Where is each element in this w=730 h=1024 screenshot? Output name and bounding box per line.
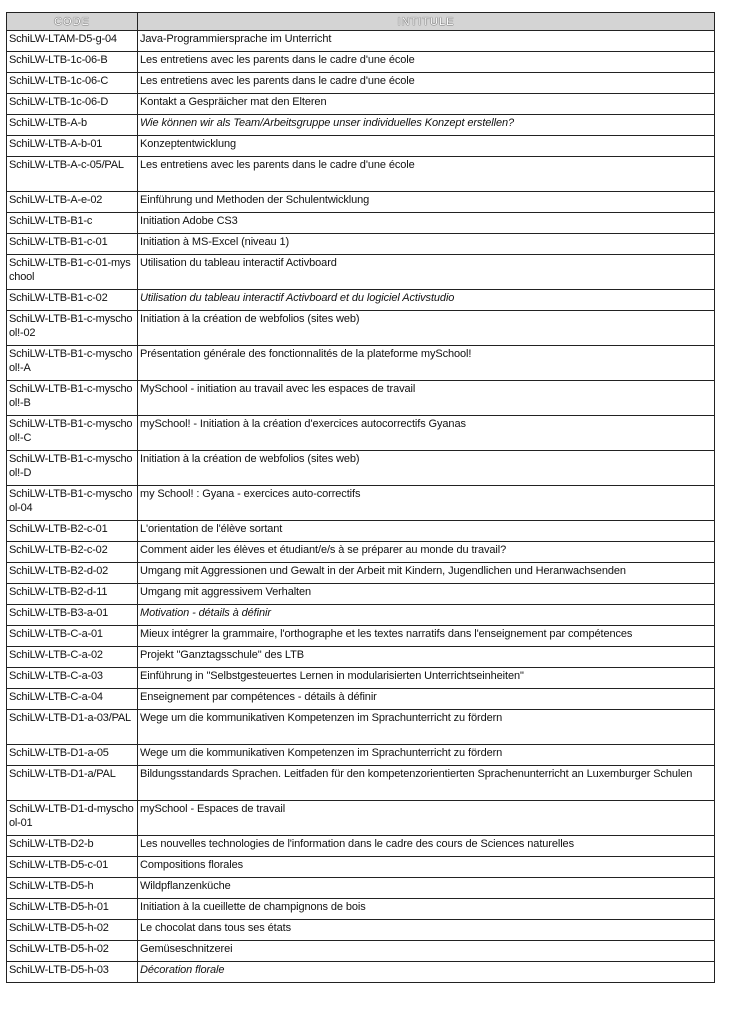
table-row: [7, 94, 715, 115]
table-row: [7, 381, 715, 416]
table-row: [7, 255, 715, 290]
course-code: SchiLW-LTB-B1-c-01: [7, 234, 138, 255]
course-title: Initiation à la cueillette de champignons de bois: [138, 899, 715, 920]
course-title: Umgang mit Aggressionen und Gewalt in der Arbeit mit Kindern, Jugendlichen und Heranwachsenden: [138, 563, 715, 584]
course-code: SchiLW-LTB-B1-c-myschool!-02: [7, 311, 138, 346]
course-title: Enseignement par compétences - détails à définir: [138, 689, 715, 710]
course-code: SchiLW-LTB-D1-d-myschool-01: [7, 801, 138, 836]
table-row: [7, 836, 715, 857]
table-row: [7, 668, 715, 689]
table-row: [7, 486, 715, 521]
table-row: [7, 31, 715, 52]
table-row: [7, 52, 715, 73]
course-code: SchiLW-LTB-C-a-02: [7, 647, 138, 668]
course-code: SchiLW-LTB-B1-c-myschool-04: [7, 486, 138, 521]
course-code: SchiLW-LTB-C-a-04: [7, 689, 138, 710]
table-row: [7, 521, 715, 542]
table-row: [7, 213, 715, 234]
table-row: [7, 941, 715, 962]
course-title: Wie können wir als Team/Arbeitsgruppe unser individuelles Konzept erstellen?: [138, 115, 715, 136]
course-title: Le chocolat dans tous ses états: [138, 920, 715, 941]
course-title: Utilisation du tableau interactif Activboard: [138, 255, 715, 290]
table-row: [7, 605, 715, 626]
course-title: Wege um die kommunikativen Kompetenzen im Sprachunterricht zu fördern: [138, 710, 715, 745]
course-title: Kontakt a Gespräicher mat den Elteren: [138, 94, 715, 115]
course-code: SchiLW-LTB-D1-a/PAL: [7, 766, 138, 801]
intitule-column-header: INTITULE: [138, 13, 715, 31]
table-row: [7, 801, 715, 836]
course-title: my School! : Gyana - exercices auto-correctifs: [138, 486, 715, 521]
course-title: Java-Programmiersprache im Unterricht: [138, 31, 715, 52]
course-code: SchiLW-LTB-A-e-02: [7, 192, 138, 213]
table-row: [7, 346, 715, 381]
course-title: Les nouvelles technologies de l'information dans le cadre des cours de Sciences naturelles: [138, 836, 715, 857]
course-table-container: [6, 12, 714, 983]
table-row: [7, 234, 715, 255]
course-code: SchiLW-LTB-D5-h-02: [7, 941, 138, 962]
course-code: SchiLW-LTB-B1-c-myschool!-B: [7, 381, 138, 416]
course-code: SchiLW-LTB-D1-a-03/PAL: [7, 710, 138, 745]
code-column-header: CODE: [7, 13, 138, 31]
course-code: SchiLW-LTB-B1-c-myschool!-A: [7, 346, 138, 381]
course-title: Initiation à MS-Excel (niveau 1): [138, 234, 715, 255]
course-code: SchiLW-LTB-D5-h: [7, 878, 138, 899]
table-row: [7, 115, 715, 136]
course-title: Utilisation du tableau interactif Activboard et du logiciel Activstudio: [138, 290, 715, 311]
table-row: [7, 689, 715, 710]
course-title: Projekt "Ganztagsschule" des LTB: [138, 647, 715, 668]
course-title: Présentation générale des fonctionnalités de la plateforme mySchool!: [138, 346, 715, 381]
course-title: Comment aider les élèves et étudiant/e/s à se préparer au monde du travail?: [138, 542, 715, 563]
course-title: Bildungsstandards Sprachen. Leitfaden für den kompetenzorientierten Sprachenunterricht an Luxemburger Schulen: [138, 766, 715, 801]
course-title: Motivation - détails à définir: [138, 605, 715, 626]
course-title: Initiation à la création de webfolios (sites web): [138, 311, 715, 346]
course-title: Les entretiens avec les parents dans le cadre d'une école: [138, 73, 715, 94]
table-row: [7, 542, 715, 563]
course-title: Gemüseschnitzerei: [138, 941, 715, 962]
course-code: SchiLW-LTB-A-b: [7, 115, 138, 136]
course-code: SchiLW-LTB-B2-c-01: [7, 521, 138, 542]
table-row: [7, 745, 715, 766]
course-title: Konzeptentwicklung: [138, 136, 715, 157]
table-row: [7, 290, 715, 311]
course-code: SchiLW-LTB-B3-a-01: [7, 605, 138, 626]
course-code: SchiLW-LTB-A-c-05/PAL: [7, 157, 138, 192]
course-code: SchiLW-LTB-D1-a-05: [7, 745, 138, 766]
course-code: SchiLW-LTB-A-b-01: [7, 136, 138, 157]
table-row: [7, 962, 715, 983]
course-title: Einführung und Methoden der Schulentwicklung: [138, 192, 715, 213]
table-row: [7, 73, 715, 94]
course-title: Compositions florales: [138, 857, 715, 878]
course-code: SchiLW-LTB-D5-h-01: [7, 899, 138, 920]
course-title: Initiation Adobe CS3: [138, 213, 715, 234]
course-code: SchiLW-LTAM-D5-g-04: [7, 31, 138, 52]
course-code: SchiLW-LTB-D5-h-03: [7, 962, 138, 983]
course-title: Les entretiens avec les parents dans le cadre d'une école: [138, 52, 715, 73]
table-row: [7, 157, 715, 192]
course-title: mySchool - Espaces de travail: [138, 801, 715, 836]
course-code: SchiLW-LTB-C-a-03: [7, 668, 138, 689]
table-row: [7, 563, 715, 584]
course-code: SchiLW-LTB-B1-c-myschool!-D: [7, 451, 138, 486]
course-code: SchiLW-LTB-1c-06-D: [7, 94, 138, 115]
table-row: [7, 920, 715, 941]
course-title: mySchool! - Initiation à la création d'exercices autocorrectifs Gyanas: [138, 416, 715, 451]
table-row: [7, 857, 715, 878]
course-title: Décoration florale: [138, 962, 715, 983]
course-title: L'orientation de l'élève sortant: [138, 521, 715, 542]
course-code: SchiLW-LTB-B2-c-02: [7, 542, 138, 563]
table-row: [7, 626, 715, 647]
course-code: SchiLW-LTB-B2-d-02: [7, 563, 138, 584]
table-row: [7, 416, 715, 451]
course-code: SchiLW-LTB-B2-d-11: [7, 584, 138, 605]
table-row: [7, 584, 715, 605]
table-row: [7, 899, 715, 920]
course-title: MySchool - initiation au travail avec les espaces de travail: [138, 381, 715, 416]
course-code: SchiLW-LTB-B1-c-myschool!-C: [7, 416, 138, 451]
table-row: [7, 710, 715, 745]
course-code: SchiLW-LTB-D2-b: [7, 836, 138, 857]
course-title: Les entretiens avec les parents dans le cadre d'une école: [138, 157, 715, 192]
course-code: SchiLW-LTB-D5-h-02: [7, 920, 138, 941]
course-code: SchiLW-LTB-B1-c-01-myschool: [7, 255, 138, 290]
table-row: [7, 451, 715, 486]
course-title: Einführung in "Selbstgesteuertes Lernen in modularisierten Unterrichtseinheiten": [138, 668, 715, 689]
course-title: Mieux intégrer la grammaire, l'orthographe et les textes narratifs dans l'enseignement par compétences: [138, 626, 715, 647]
course-code: SchiLW-LTB-1c-06-B: [7, 52, 138, 73]
table-row: [7, 192, 715, 213]
course-code: SchiLW-LTB-C-a-01: [7, 626, 138, 647]
course-title: Wildpflanzenküche: [138, 878, 715, 899]
table-row: [7, 311, 715, 346]
table-row: [7, 878, 715, 899]
table-row: [7, 136, 715, 157]
course-title: Wege um die kommunikativen Kompetenzen im Sprachunterricht zu fördern: [138, 745, 715, 766]
course-title: Umgang mit aggressivem Verhalten: [138, 584, 715, 605]
table-row: [7, 766, 715, 801]
course-title: Initiation à la création de webfolios (sites web): [138, 451, 715, 486]
header-row: [7, 13, 715, 31]
course-table: [6, 12, 715, 983]
table-row: [7, 647, 715, 668]
course-code: SchiLW-LTB-B1-c: [7, 213, 138, 234]
course-code: SchiLW-LTB-B1-c-02: [7, 290, 138, 311]
course-code: SchiLW-LTB-1c-06-C: [7, 73, 138, 94]
course-code: SchiLW-LTB-D5-c-01: [7, 857, 138, 878]
